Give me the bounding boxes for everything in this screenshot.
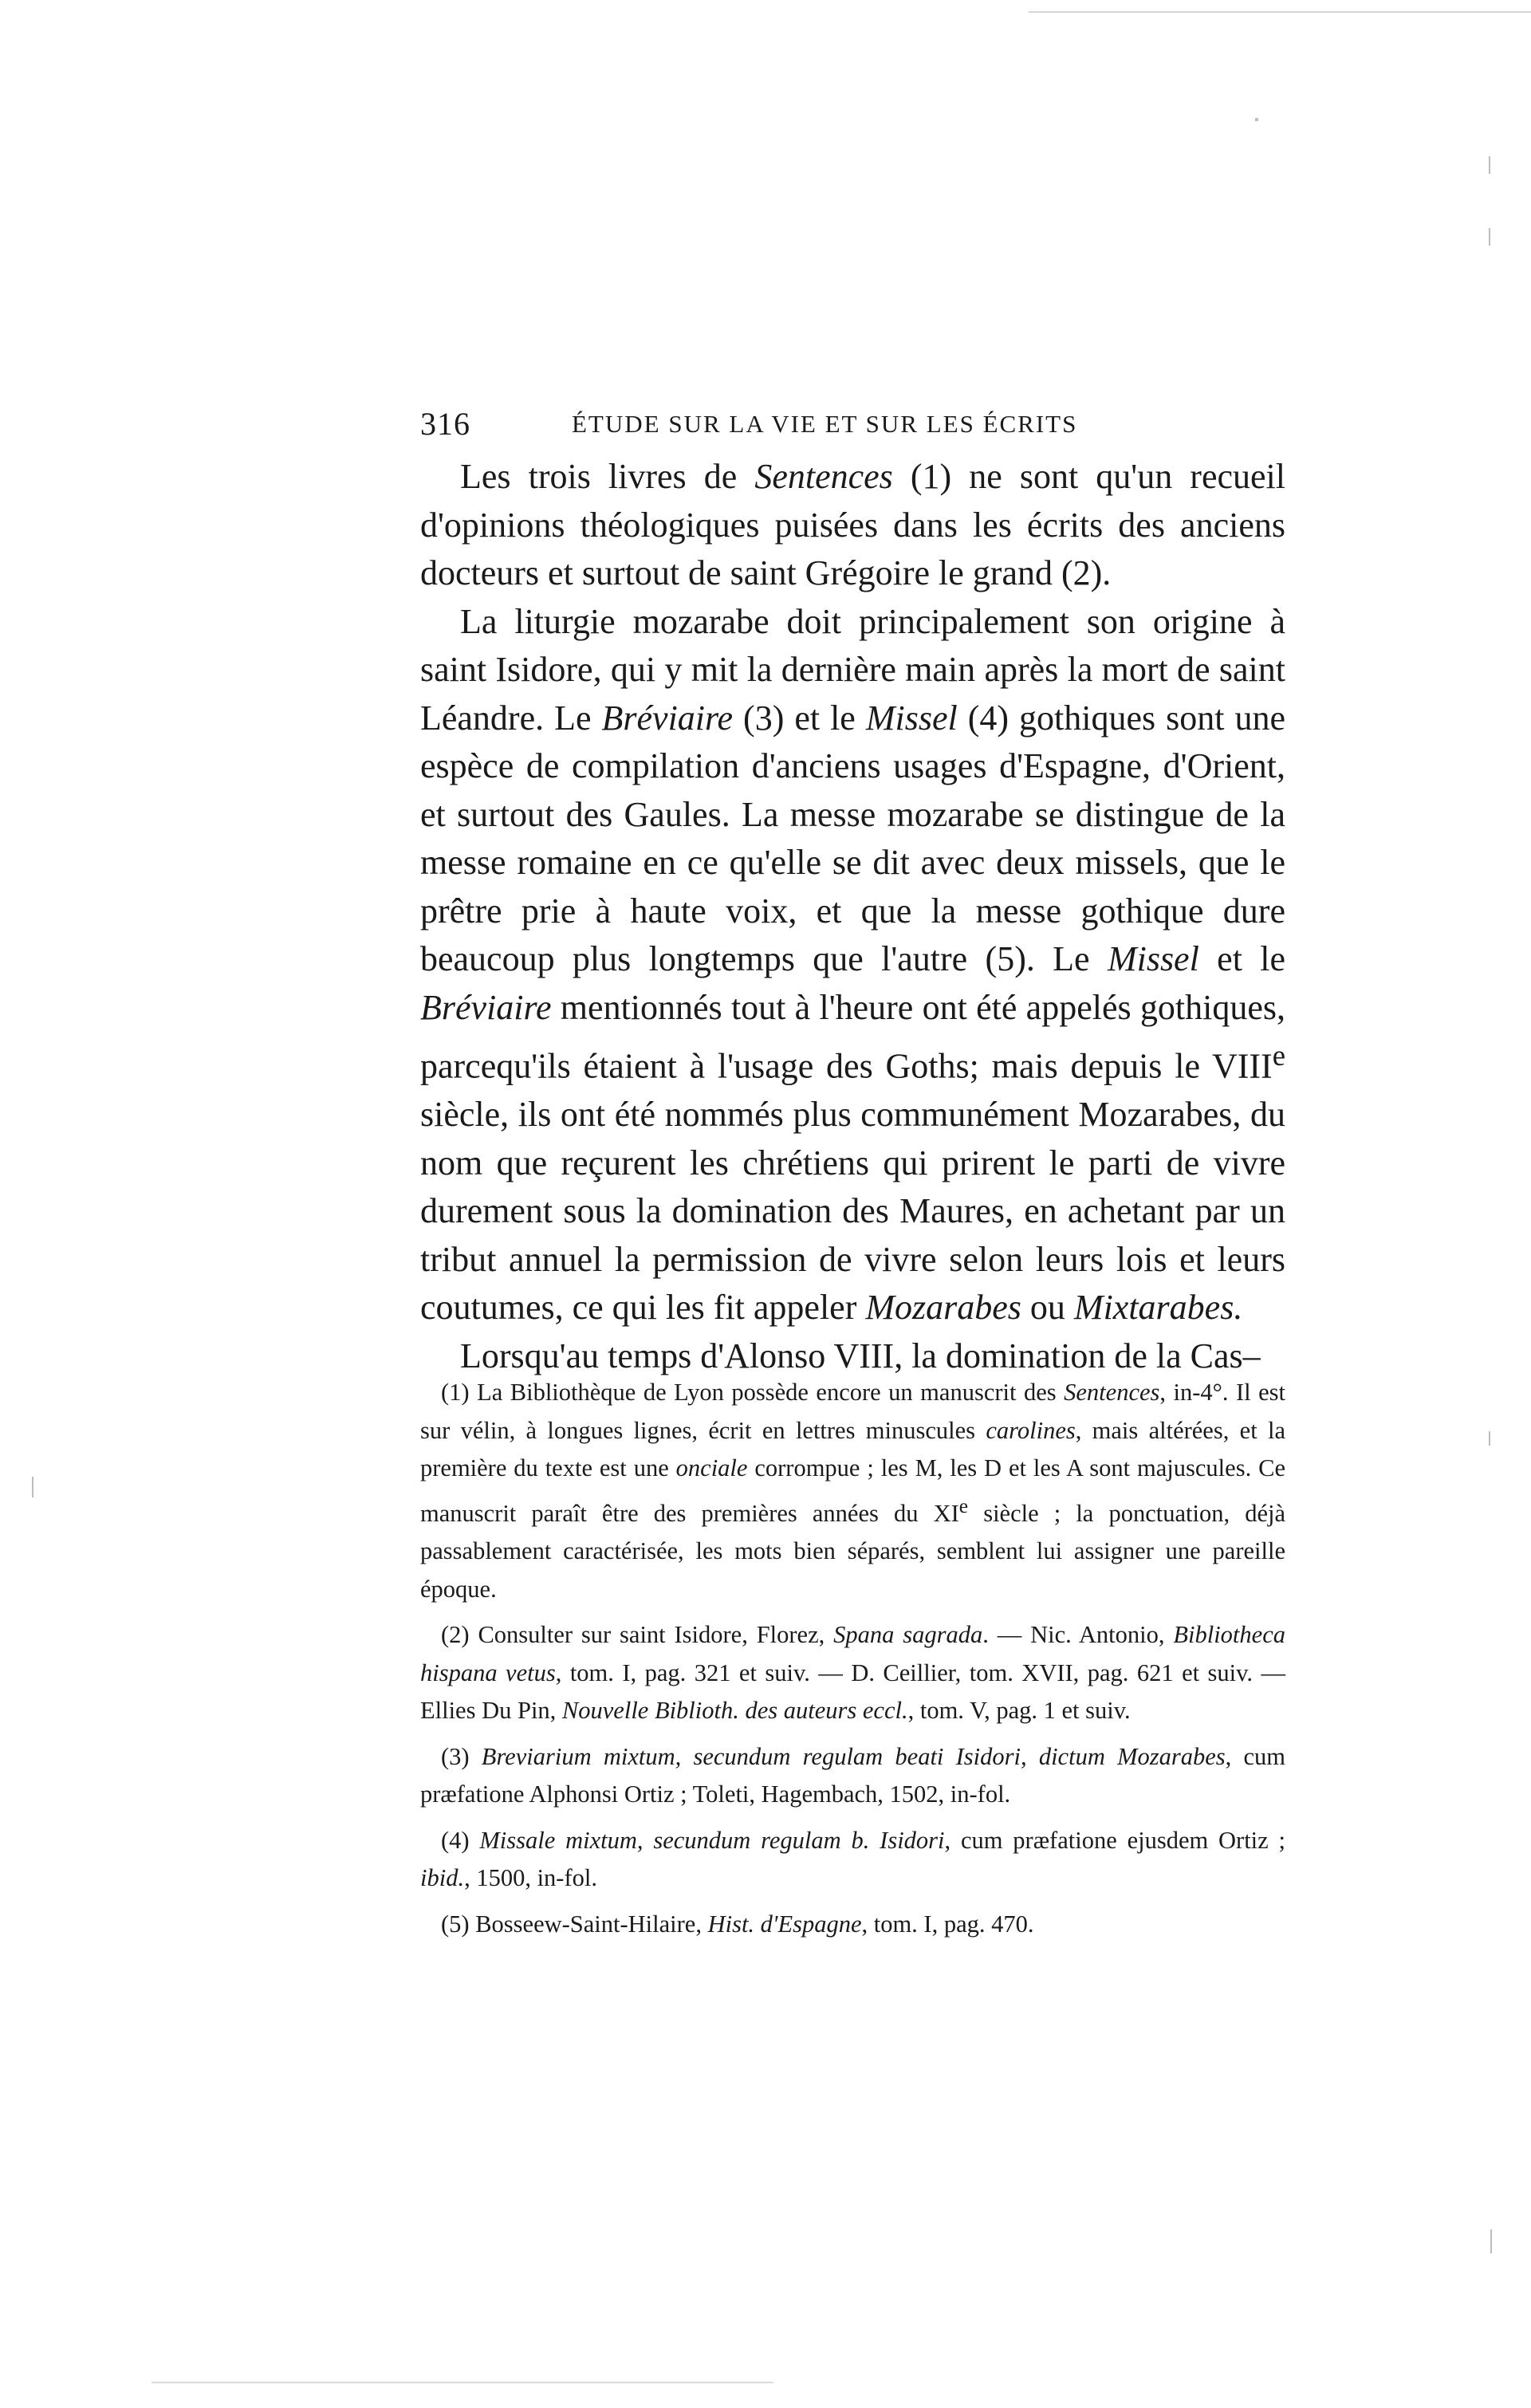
footnote-marker: (4) bbox=[441, 1826, 470, 1854]
superscript: e bbox=[1272, 1039, 1285, 1072]
footnote-marker: (2) bbox=[441, 1621, 470, 1649]
scan-artifact bbox=[1029, 11, 1531, 13]
footnote-marker: (1) bbox=[441, 1379, 470, 1406]
scan-artifact bbox=[152, 2382, 773, 2383]
footnote-4: (4) Missale mixtum, secundum regulam b. Isidori, cum præfatione ejusdem Ortiz ; ibid., 1500, in-fol. bbox=[420, 1826, 1285, 1892]
footnote-1: (1) La Bibliothèque de Lyon possède encore un manuscrit des Sentences, in-4°. Il est sur vélin, à longues lignes, écrit en lettres minuscules carolines, mais altérées, et la première du texte est une onciale corrompue ; les M, les D et les A sont majuscules. Ce manuscrit paraît être des premières années du XIe siècle ; la ponctuation, déjà passablement caractérisée, les mots bien séparés, semblent lui assigner une pareille époque. bbox=[420, 1379, 1286, 1603]
page-number: 316 bbox=[420, 406, 470, 442]
scan-artifact bbox=[1490, 2229, 1492, 2253]
scan-artifact bbox=[1489, 228, 1490, 246]
footnote-5: (5) Bosseew-Saint-Hilaire, Hist. d'Espagne, tom. I, pag. 470. bbox=[441, 1910, 1034, 1938]
italic-term: Bréviaire bbox=[420, 987, 552, 1027]
footnote-2: (2) Consulter sur saint Isidore, Florez, Spana sagrada. — Nic. Antonio, Bibliotheca hispana vetus, tom. I, pag. 321 et suiv. — D. Ceillier, tom. XVII, pag. 621 et suiv. — Ellies Du Pin, Nouvelle Biblioth. des auteurs eccl., tom. V, pag. 1 et suiv. bbox=[420, 1621, 1286, 1725]
running-title: ÉTUDE SUR LA VIE ET SUR LES ÉCRITS bbox=[572, 410, 1078, 438]
italic-term: Mozarabes bbox=[865, 1288, 1021, 1328]
italic-term: Sentences bbox=[754, 457, 893, 496]
footnote-marker: (5) bbox=[441, 1910, 470, 1938]
italic-term: Missel bbox=[1107, 939, 1199, 978]
superscript: e bbox=[958, 1494, 969, 1517]
body-text bbox=[420, 453, 1285, 1380]
scan-artifact bbox=[1489, 1431, 1490, 1446]
scan-artifact bbox=[1255, 118, 1258, 121]
footnote-marker: (3) bbox=[441, 1742, 470, 1770]
scan-artifact bbox=[32, 1477, 33, 1497]
italic-term: Mixtarabes. bbox=[1073, 1288, 1243, 1328]
paragraph: La liturgie mozarabe doit principalement son origine à saint Isidore, qui y mit la dernière main après la mort de saint Léandre. Le Bréviaire (3) et le Missel (4) gothiques sont une espèce de compilation d'anciens usages d'Espagne, d'Orient, et surtout des Gaules. La messe mozarabe se distingue de la messe romaine en ce qu'elle se dit avec deux missels, que le prêtre prie à haute voix, et que la messe gothique dure beaucoup plus longtemps que l'autre (5). Le Missel et le Bréviaire mentionnés tout à l'heure ont été appelés gothiques, parcequ'ils étaient à l'usage des Goths; mais depuis le VIIIe siècle, ils ont été nommés plus communément Mozarabes, du nom que reçurent les chrétiens qui prirent le parti de vivre durement sous la domination des Maures, en achetant par un tribut annuel la permission de vivre selon leurs lois et leurs coutumes, ce qui les fit appeler Mozarabes ou Mixtarabes. bbox=[420, 601, 1286, 1328]
italic-term: Bréviaire bbox=[601, 698, 734, 738]
page-header bbox=[420, 399, 1285, 447]
paragraph: Lorsqu'au temps d'Alonso VIII, la domination de la Cas– bbox=[460, 1336, 1261, 1375]
italic-term: Missel bbox=[865, 698, 958, 738]
paragraph: Les trois livres de Sentences (1) ne sont qu'un recueil d'opinions théologiques puisées dans les écrits des anciens docteurs et surtout de saint Grégoire le grand (2). bbox=[420, 457, 1285, 592]
footnotes bbox=[420, 1374, 1285, 1951]
footnote-3: (3) Breviarium mixtum, secundum regulam beati Isidori, dictum Mozarabes, cum præfatione Alphonsi Ortiz ; Toleti, Hagembach, 1502, in-fol. bbox=[420, 1742, 1285, 1808]
scan-artifact bbox=[1489, 156, 1490, 174]
